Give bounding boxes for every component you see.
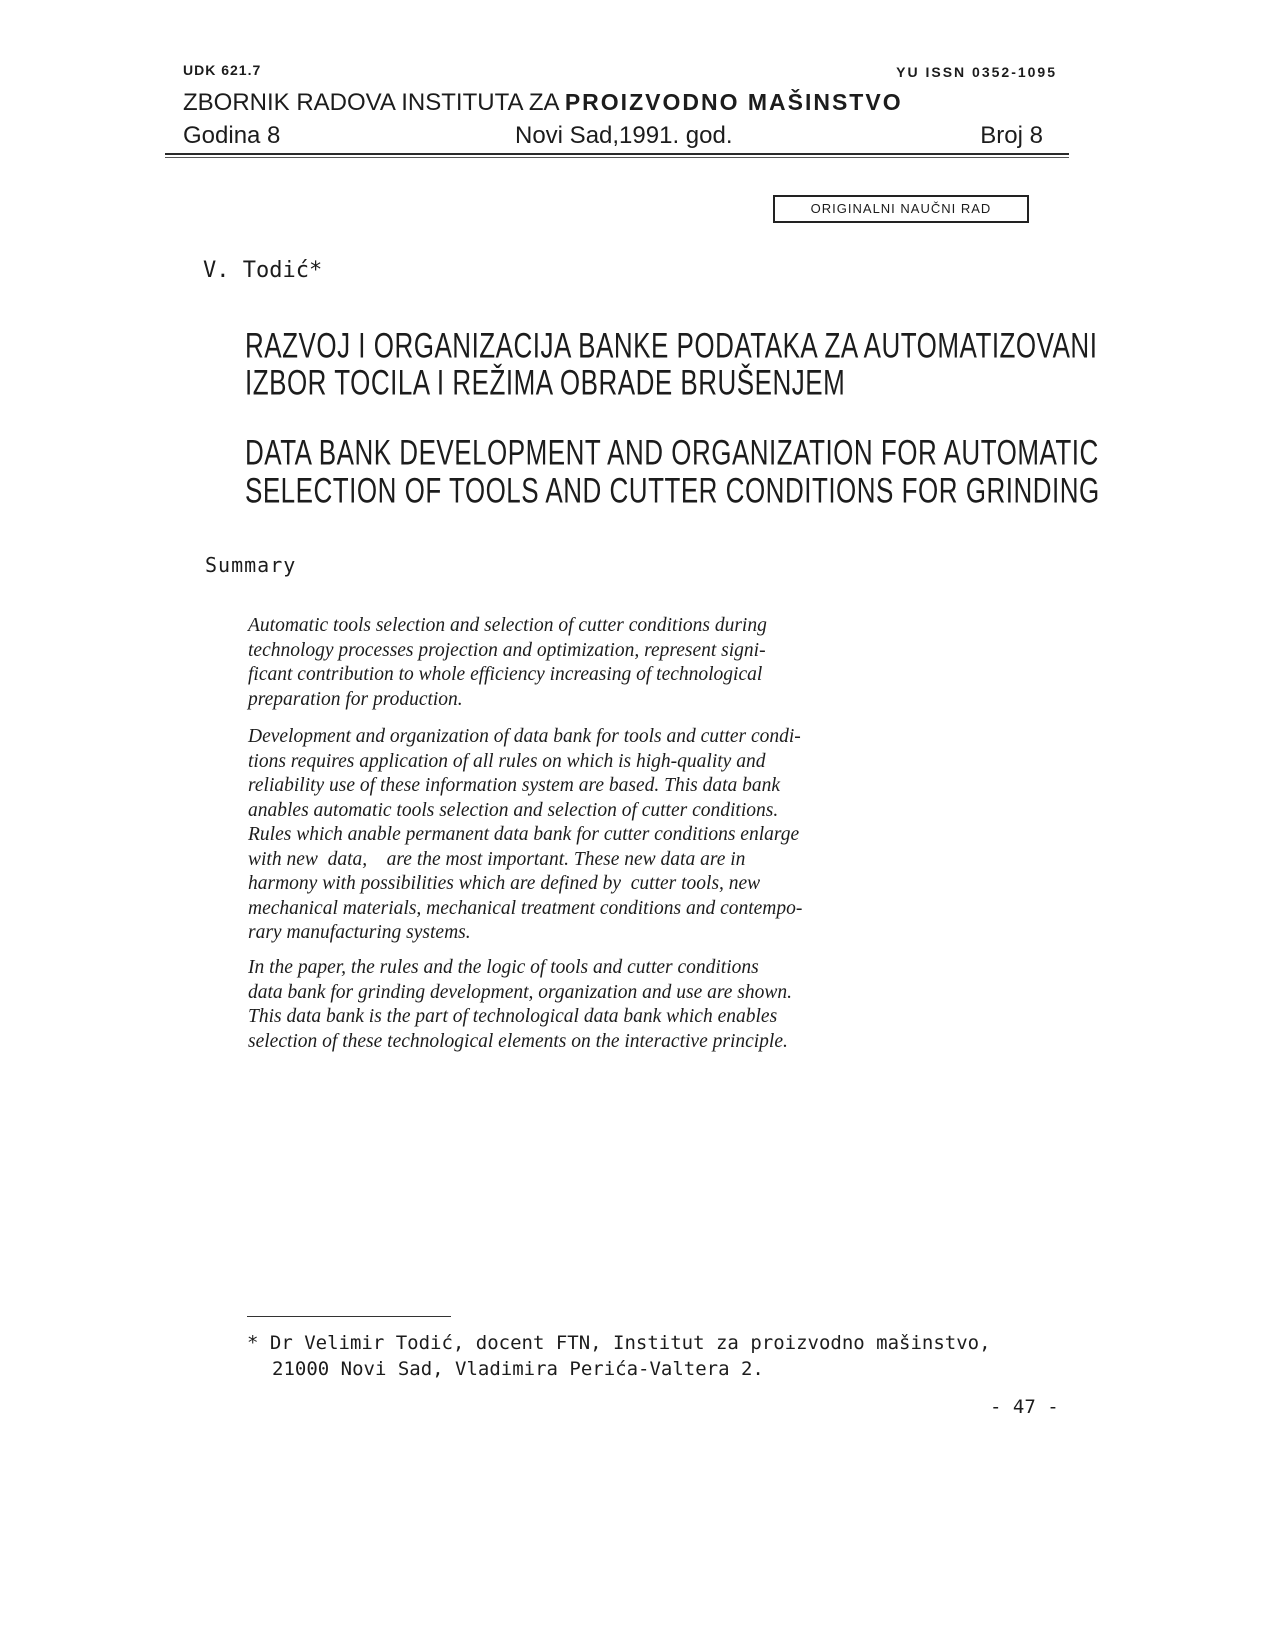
summary-line: Rules which anable permanent data bank for cutter conditions enlarge <box>248 824 800 845</box>
udk-code: UDK 621.7 <box>183 62 262 78</box>
summary-line: ficant contribution to whole efficiency increasing of technological <box>248 664 763 685</box>
journal-title-prefix: ZBORNIK RADOVA INSTITUTA ZA <box>183 89 565 116</box>
summary-paragraph-3 <box>248 956 1088 1054</box>
journal-title <box>183 89 1057 117</box>
journal-issue-number: Broj 8 <box>980 122 1043 149</box>
summary-line: technology processes projection and optimization, represent signi- <box>248 639 766 661</box>
summary-line: Automatic tools selection and selection of cutter conditions during <box>248 615 767 636</box>
summary-line: anables automatic tools selection and selection of cutter conditions. <box>248 799 779 821</box>
issue-info-row <box>183 122 1057 152</box>
summary-line: This data bank is the part of technological data bank which enables <box>248 1006 778 1027</box>
summary-line: selection of these technological elements on the interactive principle. <box>248 1030 788 1052</box>
summary-line: with new data, are the most important. These new data are in <box>248 848 746 870</box>
title-serbian-line-2: IZBOR TOCILA I REŽIMA OBRADE BRUŠENJEM <box>245 362 846 403</box>
summary-line: rary manufacturing systems. <box>248 922 471 943</box>
footnote-line-2: 21000 Novi Sad, Vladimira Perića-Valtera 2. <box>272 1358 764 1380</box>
summary-line: data bank for grinding development, organization and use are shown. <box>248 981 792 1003</box>
title-english-line-1: DATA BANK DEVELOPMENT AND ORGANIZATION FOR AUTOMATIC <box>245 432 1099 473</box>
journal-title-bold: PROIZVODNO MAŠINSTVO <box>564 89 903 115</box>
issn-code: YU ISSN 0352-1095 <box>896 64 1057 80</box>
summary-line: Development and organization of data bank for tools and cutter condi- <box>248 726 801 747</box>
summary-line: preparation for production. <box>248 688 463 710</box>
summary-line: harmony with possibilities which are defined by cutter tools, new <box>248 873 761 894</box>
header-rule-thin <box>165 157 1069 158</box>
title-serbian-line-1: RAZVOJ I ORGANIZACIJA BANKE PODATAKA ZA AUTOMATIZOVANI <box>245 325 1098 366</box>
journal-year: Godina 8 <box>183 122 281 149</box>
summary-paragraph-1 <box>248 614 1088 712</box>
article-type-badge: ORIGINALNI NAUČNI RAD <box>773 195 1029 223</box>
footnote <box>247 1330 991 1382</box>
summary-heading: Summary <box>205 553 297 577</box>
journal-place-date: Novi Sad,1991. god. <box>515 122 733 149</box>
title-english-line-2: SELECTION OF TOOLS AND CUTTER CONDITIONS FOR GRINDING <box>245 470 1100 511</box>
footnote-rule <box>247 1316 451 1317</box>
summary-line: mechanical materials, mechanical treatment conditions and contempo- <box>248 897 803 919</box>
summary-line: In the paper, the rules and the logic of tools and cutter conditions <box>248 957 759 978</box>
summary-line: reliability use of these information system are based. This data bank <box>248 775 781 796</box>
header-rule-thick <box>165 153 1069 155</box>
summary-line: tions requires application of all rules on which is high-quality and <box>248 750 766 772</box>
footnote-line-1: * Dr Velimir Todić, docent FTN, Institut za proizvodno mašinstvo, <box>247 1332 991 1354</box>
page-number: - 47 - <box>990 1396 1059 1418</box>
author-name: V. Todić* <box>203 258 323 283</box>
summary-paragraph-2 <box>248 725 1088 946</box>
